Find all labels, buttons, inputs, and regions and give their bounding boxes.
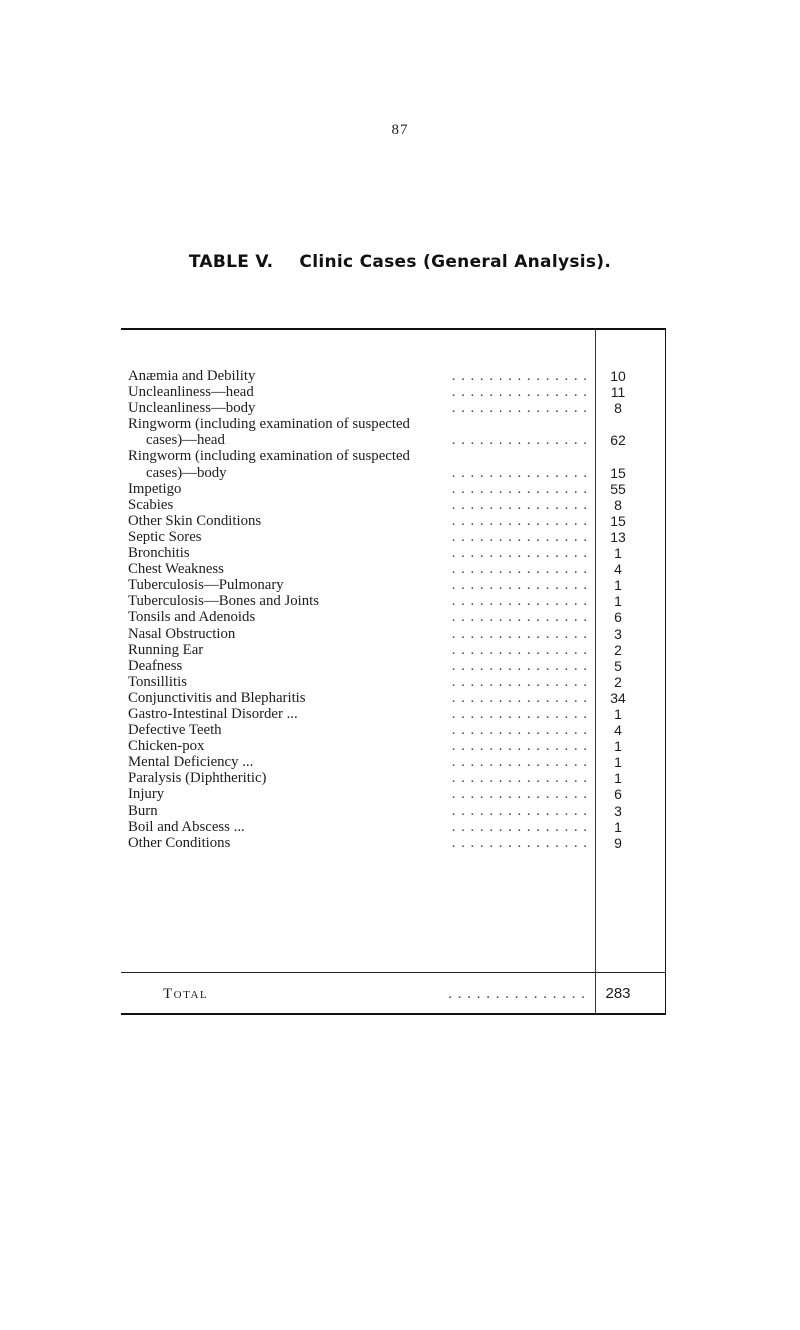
- row-value: 1: [614, 738, 622, 755]
- row-label: Injury: [128, 786, 165, 803]
- row-label: Running Ear: [128, 641, 204, 658]
- row-value: 9: [614, 834, 622, 851]
- row-leader: . . . . . . . . . . . . . . .: [451, 561, 588, 578]
- row-leader: . . . . . . . . . . . . . . .: [451, 593, 588, 610]
- row-value: 4: [614, 722, 622, 739]
- total-divider: [121, 972, 666, 973]
- table-title-text: Clinic Cases (General Analysis).: [299, 252, 612, 272]
- row-label: Boil and Abscess ...: [128, 818, 245, 835]
- table-row: [128, 690, 666, 706]
- row-label: Tuberculosis—Pulmonary: [128, 577, 284, 594]
- row-leader: . . . . . . . . . . . . . . .: [451, 738, 588, 755]
- row-leader: . . . . . . . . . . . . . . .: [451, 705, 588, 722]
- row-leader: . . . . . . . . . . . . . . .: [451, 545, 588, 562]
- row-value: 1: [614, 545, 622, 562]
- table-row: [128, 786, 666, 802]
- row-value: 13: [610, 528, 626, 545]
- row-value: 6: [614, 609, 622, 626]
- table-row: [128, 593, 666, 609]
- row-label: cases)—body: [146, 464, 227, 481]
- row-leader: . . . . . . . . . . . . . . .: [451, 577, 588, 594]
- total-label: Total: [163, 986, 209, 1002]
- row-label: Scabies: [128, 496, 174, 513]
- row-label: Deafness: [128, 657, 183, 674]
- row-label: Tonsillitis: [128, 673, 187, 690]
- row-label: Other Skin Conditions: [128, 512, 262, 529]
- row-leader: . . . . . . . . . . . . . . .: [451, 689, 588, 706]
- row-leader: . . . . . . . . . . . . . . .: [451, 496, 588, 513]
- row-value: 8: [614, 496, 622, 513]
- table-row: [128, 754, 666, 770]
- row-leader: . . . . . . . . . . . . . . .: [451, 754, 588, 771]
- row-label: Ringworm (including examination of suspected: [128, 416, 410, 433]
- table-row: [128, 674, 666, 690]
- row-leader: . . . . . . . . . . . . . . .: [451, 770, 588, 787]
- row-leader: . . . . . . . . . . . . . . .: [451, 528, 588, 545]
- row-label: Defective Teeth: [128, 722, 222, 739]
- row-value: 34: [610, 689, 626, 706]
- row-leader: . . . . . . . . . . . . . . .: [451, 609, 588, 626]
- table-row: [128, 448, 666, 464]
- row-value: 8: [614, 400, 622, 417]
- row-label: Paralysis (Diphtheritic): [128, 770, 267, 787]
- row-label: Conjunctivitis and Blepharitis: [128, 689, 306, 706]
- row-leader: . . . . . . . . . . . . . . .: [451, 625, 588, 642]
- table-row: [128, 497, 666, 513]
- row-leader: . . . . . . . . . . . . . . .: [451, 673, 588, 690]
- row-value: 62: [610, 432, 626, 449]
- table-row: [128, 658, 666, 674]
- row-label: Gastro-Intestinal Disorder ...: [128, 705, 298, 722]
- row-label: Tonsils and Adenoids: [128, 609, 256, 626]
- row-leader: . . . . . . . . . . . . . . .: [451, 641, 588, 658]
- row-leader: . . . . . . . . . . . . . . .: [451, 432, 588, 449]
- row-value: 1: [614, 593, 622, 610]
- page-number: 87: [391, 122, 409, 138]
- total-row: [163, 985, 666, 1003]
- table-row: [128, 432, 666, 448]
- row-label: Uncleanliness—head: [128, 384, 254, 401]
- row-label: Chest Weakness: [128, 561, 224, 578]
- row-value: 10: [610, 368, 626, 384]
- row-value: 15: [610, 464, 626, 481]
- table-row: [128, 770, 666, 786]
- table-row: [128, 835, 666, 851]
- row-label: Uncleanliness—body: [128, 400, 256, 417]
- row-label: Anæmia and Debility: [128, 368, 256, 384]
- total-leader: . . . . . . . . . . . . . . .: [448, 986, 586, 1002]
- table-row: [128, 416, 666, 432]
- row-label: Bronchitis: [128, 545, 190, 562]
- row-label: Mental Deficiency ...: [128, 754, 254, 771]
- row-leader: . . . . . . . . . . . . . . .: [451, 400, 588, 417]
- table-title-prefix: TABLE V.: [188, 252, 274, 272]
- table-title: [0, 252, 800, 272]
- table-row: [128, 642, 666, 658]
- table-row: [128, 706, 666, 722]
- table-row: [128, 609, 666, 625]
- row-label: Other Conditions: [128, 834, 231, 851]
- row-value: 2: [614, 641, 622, 658]
- row-value: 15: [610, 512, 626, 529]
- table-row: [128, 400, 666, 416]
- row-label: cases)—head: [146, 432, 225, 449]
- table-row: [128, 722, 666, 738]
- row-label: Tuberculosis—Bones and Joints: [128, 593, 320, 610]
- row-leader: . . . . . . . . . . . . . . .: [451, 818, 588, 835]
- row-value: 1: [614, 705, 622, 722]
- table-row: [128, 803, 666, 819]
- row-value: 3: [614, 802, 622, 819]
- row-leader: . . . . . . . . . . . . . . .: [451, 722, 588, 739]
- table-body: [128, 368, 666, 851]
- row-label: Nasal Obstruction: [128, 625, 236, 642]
- row-leader: . . . . . . . . . . . . . . .: [451, 786, 588, 803]
- row-leader: . . . . . . . . . . . . . . .: [451, 464, 588, 481]
- row-label: Chicken-pox: [128, 738, 205, 755]
- row-label: Burn: [128, 802, 158, 819]
- row-leader: . . . . . . . . . . . . . . .: [451, 480, 588, 497]
- row-label: Ringworm (including examination of suspected: [128, 448, 410, 465]
- row-value: 1: [614, 818, 622, 835]
- row-value: 11: [610, 384, 626, 401]
- table-row: [128, 545, 666, 561]
- row-value: 2: [614, 673, 622, 690]
- table-row: [128, 529, 666, 545]
- table-row: [128, 481, 666, 497]
- table-row: [128, 465, 666, 481]
- table-row: [128, 368, 666, 384]
- row-leader: . . . . . . . . . . . . . . .: [451, 834, 588, 851]
- table-row: [128, 577, 666, 593]
- table-row: [128, 819, 666, 835]
- row-leader: . . . . . . . . . . . . . . .: [451, 802, 588, 819]
- row-label: Impetigo: [128, 480, 182, 497]
- row-leader: . . . . . . . . . . . . . . .: [451, 657, 588, 674]
- row-value: 4: [614, 561, 622, 578]
- row-value: 1: [614, 577, 622, 594]
- row-value: 55: [610, 480, 626, 497]
- table-row: [128, 626, 666, 642]
- row-label: Septic Sores: [128, 528, 202, 545]
- row-leader: . . . . . . . . . . . . . . .: [451, 512, 588, 529]
- row-value: 1: [614, 754, 622, 771]
- table-row: [128, 561, 666, 577]
- row-value: 1: [614, 770, 622, 787]
- row-value: 6: [614, 786, 622, 803]
- row-leader: . . . . . . . . . . . . . . .: [451, 368, 588, 384]
- table-row: [128, 738, 666, 754]
- row-leader: . . . . . . . . . . . . . . .: [451, 384, 588, 401]
- table-row: [128, 513, 666, 529]
- total-value: 283: [605, 985, 631, 1002]
- row-value: 3: [614, 625, 622, 642]
- row-value: 5: [614, 657, 622, 674]
- table-row: [128, 384, 666, 400]
